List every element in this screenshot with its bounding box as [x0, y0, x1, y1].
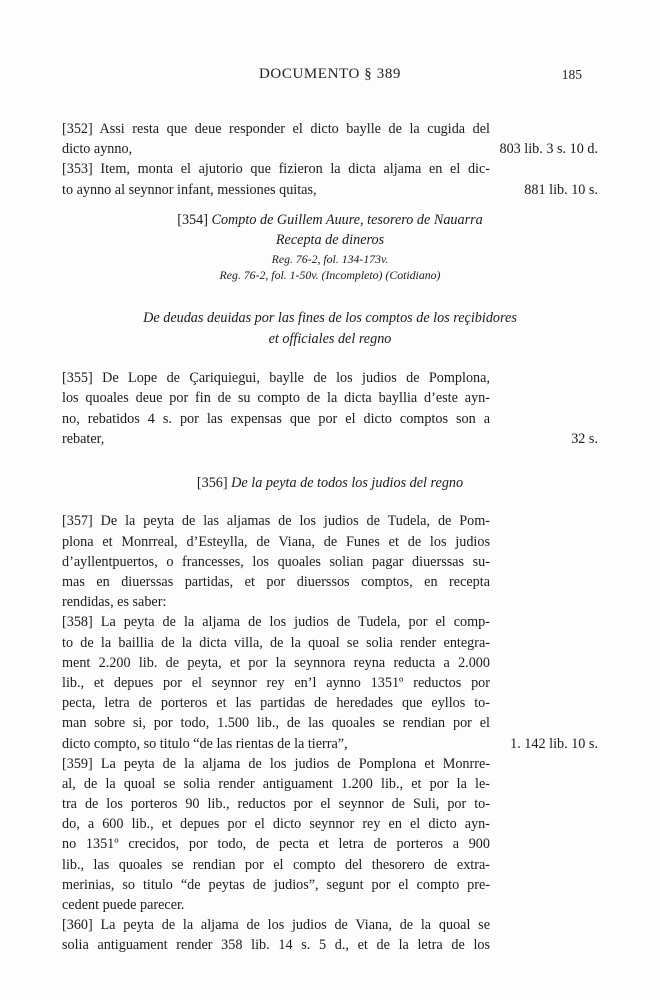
text-line [62, 592, 598, 612]
text-line [62, 774, 598, 794]
page-body [62, 119, 598, 956]
page-number: 185 [561, 67, 582, 82]
heading-line [62, 251, 598, 267]
line-text: plona et Monrreal, d’Esteylla, de Viana, de Funes et de los judios [62, 533, 490, 550]
entry-number: [354] [177, 211, 212, 228]
text-line [62, 895, 598, 915]
text-line [62, 119, 598, 139]
line-text: man sobre si, por todo, 1.500 lib., de las quoales se rendian por el [62, 715, 490, 732]
line-text: tra de los porteros 90 lib., reductos por el seynnor de Suli, por to- [62, 796, 490, 813]
heading-line [62, 308, 598, 329]
line-text: solia antiguament render 358 lib. 14 s. 5 d., et de la letra de los [62, 937, 490, 954]
line-text: ment 2.200 lib. de peyta, et por la seynnora reyna reducta a 2.000 [62, 654, 490, 671]
running-title: DOCUMENTO § 389 [258, 66, 402, 82]
heading-line [62, 473, 598, 494]
heading-text: Compto de Guillem Auure, tesorero de Nauarra [211, 211, 483, 228]
heading-line [62, 210, 598, 231]
line-text: al, de la quoal se solia render antiguament 1.200 lib., et por la le- [62, 775, 490, 792]
amount-value: 1. 142 lib. 10 s. [510, 735, 598, 752]
entry-352 [62, 119, 598, 159]
line-text: d’ayllentpuertos, o francesses, los quoales solian pagar diuerssas su- [62, 553, 490, 570]
text-line [62, 915, 598, 935]
line-text: do, a 600 lib., et depues por el dicto seynnor rey en el dicto ayn- [62, 816, 490, 833]
section-heading-heading-deudas [62, 308, 598, 349]
entry-number: [356] [196, 474, 232, 491]
line-text: mas en diuerssas partidas, et por diuerssos comptos, en recepta [62, 574, 490, 591]
amount-value: 881 lib. 10 s. [524, 181, 598, 198]
line-text: rebater, [62, 430, 105, 447]
heading-line [62, 329, 598, 350]
line-text: cedent puede parecer. [62, 897, 185, 914]
line-text: no 1351º crecidos, por todo, de pecta et letra de porteros a 900 [62, 836, 490, 853]
line-text: [353] Item, monta el ajutorio que fizieron la dicta aljama en el dic- [62, 161, 490, 178]
text-line [62, 794, 598, 814]
line-text: [357] De la peyta de las aljamas de los judios de Tudela, de Pom- [62, 513, 490, 530]
text-line [62, 388, 598, 408]
heading-text: Reg. 76-2, fol. 134-173v. [271, 251, 389, 266]
line-text: [352] Assi resta que deue responder el dicto baylle de la cugida del [62, 121, 490, 137]
line-text: to aynno al seynnor infant, messiones quitas, [62, 181, 317, 198]
heading-text: De la peyta de todos los judios del regno [231, 474, 464, 491]
line-text: merinias, so titulo “de peytas de judios”, segunt por el compto pre- [62, 876, 490, 893]
line-text: [355] De Lope de Çariquiegui, baylle de los judios de Pomplona, [62, 370, 490, 387]
line-text: rendidas, es saber: [62, 594, 167, 611]
text-line [62, 754, 598, 774]
text-line [62, 834, 598, 854]
line-text: no, rebatidos 4 s. por las expensas que por el dicto comptos son a [62, 410, 490, 427]
text-line [62, 429, 598, 449]
text-line [62, 734, 598, 754]
text-line [62, 572, 598, 592]
line-text: pecta, letra de porteros et las partidas de heredades que eyllos to- [62, 695, 490, 712]
text-line [62, 159, 598, 179]
line-text: lib., las quoales se rendian por el compto del thesorero de extra- [62, 856, 490, 873]
text-line [62, 511, 598, 531]
entry-359 [62, 754, 598, 916]
text-line [62, 653, 598, 673]
text-line [62, 935, 598, 955]
line-text: to de la baillia de la dicta villa, de la quoal se solia render entegra- [62, 634, 490, 651]
text-line [62, 673, 598, 693]
text-line [62, 855, 598, 875]
text-line [62, 693, 598, 713]
text-line [62, 552, 598, 572]
heading-line [62, 267, 598, 283]
line-text: [360] La peyta de la aljama de los judios de Viana, de la quoal se [62, 917, 490, 934]
line-text: los quoales deue por fin de su compto de la dicta bayllia d’este ayn- [62, 390, 490, 407]
text-line [62, 612, 598, 632]
heading-text: Recepta de dineros [275, 232, 385, 249]
text-line [62, 368, 598, 388]
text-line [62, 814, 598, 834]
heading-line [62, 230, 598, 251]
text-line [62, 139, 598, 159]
text-line [62, 875, 598, 895]
amount-value: 32 s. [571, 430, 598, 447]
section-heading-heading-356 [62, 473, 598, 494]
text-line [62, 713, 598, 733]
line-text: [358] La peyta de la aljama de los judios de Tudela, por el comp- [62, 614, 490, 631]
text-line [62, 532, 598, 552]
text-line [62, 180, 598, 200]
entry-353 [62, 159, 598, 199]
entry-357 [62, 511, 598, 612]
heading-text: Reg. 76-2, fol. 1-50v. (Incompleto) (Cotidiano) [219, 267, 441, 282]
line-text: dicto aynno, [62, 141, 133, 158]
text-line [62, 633, 598, 653]
heading-text: et officiales del regno [268, 330, 392, 347]
heading-text: De deudas deuidas por las fines de los comptos de los reçibidores [143, 309, 517, 326]
section-heading-heading-354 [62, 210, 598, 283]
entry-355 [62, 368, 598, 449]
entry-360 [62, 915, 598, 955]
amount-value: 803 lib. 3 s. 10 d. [499, 141, 598, 158]
page-header [62, 66, 598, 86]
text-line [62, 409, 598, 429]
line-text: dicto compto, so titulo “de las rientas de la tierra”, [62, 735, 348, 752]
entry-358 [62, 612, 598, 753]
line-text: lib., et depues por el seynnor rey en’l aynno 1351º reductos por [62, 674, 490, 691]
line-text: [359] La peyta de la aljama de los judios de Pomplona et Monrre- [62, 755, 490, 772]
